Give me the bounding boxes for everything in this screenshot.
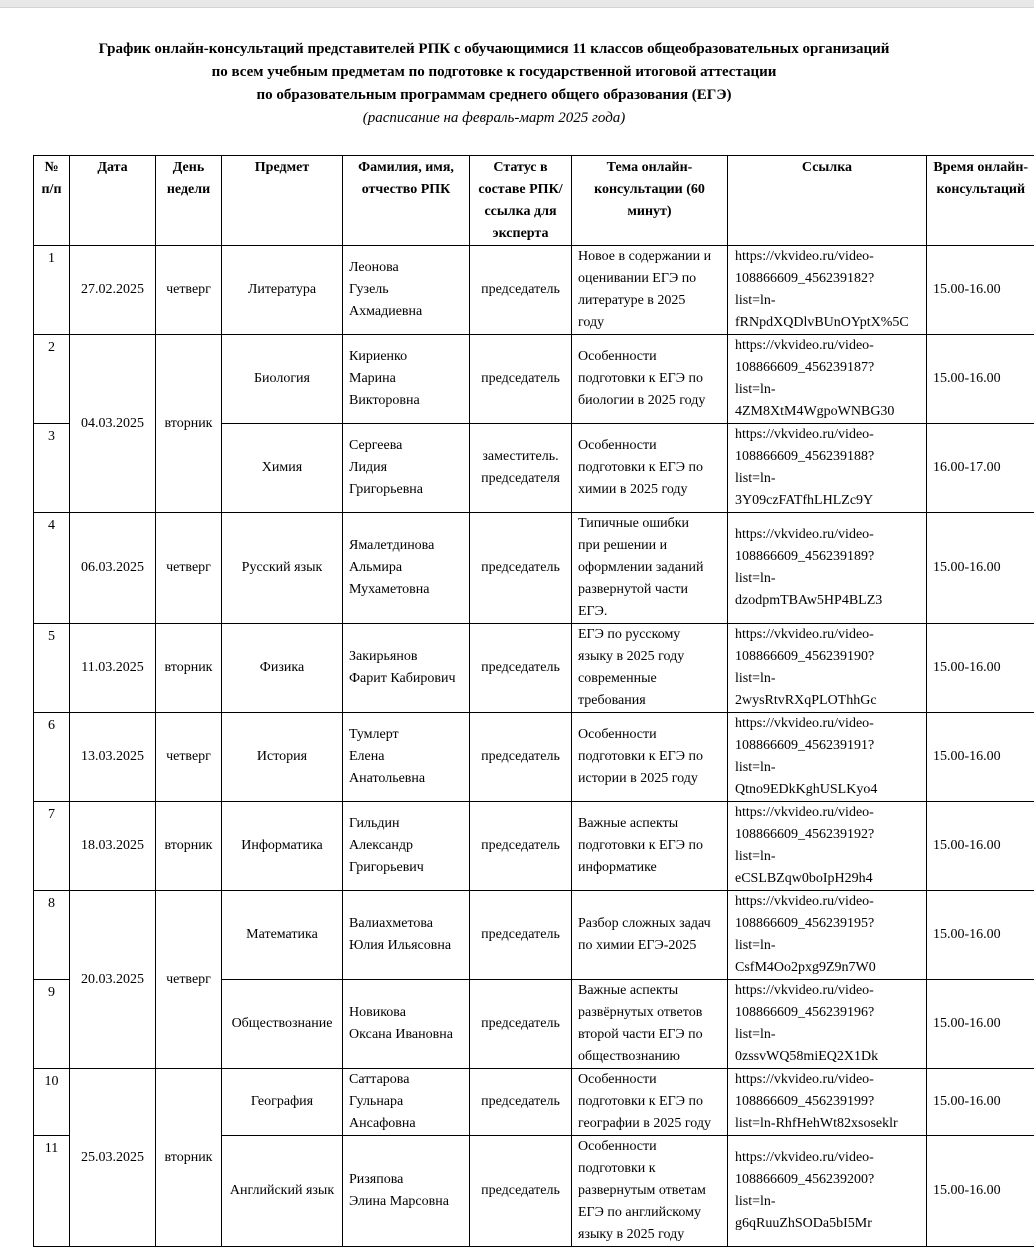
row-number-cell: 11 bbox=[34, 1136, 70, 1247]
cell-line: Особенности bbox=[578, 349, 657, 364]
link-cell[interactable] bbox=[728, 335, 927, 424]
status-cell: председатель bbox=[470, 802, 572, 891]
cell-line: https://vkvideo.ru/video- bbox=[735, 805, 874, 820]
link-cell[interactable] bbox=[728, 802, 927, 891]
cell-line: истории в 2025 году bbox=[578, 771, 698, 786]
time-cell: 15.00-16.00 bbox=[927, 624, 1034, 713]
subject-cell: Литература bbox=[222, 246, 343, 335]
header-link: Ссылка bbox=[728, 156, 927, 246]
cell-line: Викторовна bbox=[349, 393, 420, 408]
table-row bbox=[34, 713, 1034, 802]
cell-line: 2wysRtvRXqPLOThhGc bbox=[735, 693, 877, 708]
cell-line: языку в 2025 году bbox=[578, 649, 685, 664]
time-cell: 15.00-16.00 bbox=[927, 1069, 1034, 1136]
cell-line: https://vkvideo.ru/video- bbox=[735, 627, 874, 642]
topic-cell bbox=[572, 980, 728, 1069]
cell-line: Элина Марсовна bbox=[349, 1194, 449, 1209]
fio-cell bbox=[343, 246, 470, 335]
row-number-cell: 1 bbox=[34, 246, 70, 335]
time-cell: 15.00-16.00 bbox=[927, 246, 1034, 335]
cell-line: Ансафовна bbox=[349, 1116, 416, 1131]
status-cell: заместитель. председателя bbox=[470, 424, 572, 513]
cell-line: химии в 2025 году bbox=[578, 482, 688, 497]
cell-line: Закирьянов bbox=[349, 649, 418, 664]
table-row bbox=[34, 335, 1034, 424]
subtitle: (расписание на февраль-март 2025 года) bbox=[362, 110, 626, 126]
cell-line: https://vkvideo.ru/video- bbox=[735, 983, 874, 998]
time-cell: 15.00-16.00 bbox=[927, 335, 1034, 424]
cell-line: 3Y09czFATfhLHLZc9Y bbox=[735, 493, 874, 508]
topic-cell bbox=[572, 624, 728, 713]
date-cell: 18.03.2025 bbox=[70, 802, 156, 891]
schedule-body bbox=[34, 246, 1034, 1247]
cell-line: требования bbox=[578, 693, 646, 708]
fio-cell bbox=[343, 624, 470, 713]
fio-cell bbox=[343, 424, 470, 513]
cell-line: https://vkvideo.ru/video- bbox=[735, 527, 874, 542]
topic-cell bbox=[572, 802, 728, 891]
cell-line: Анатольевна bbox=[349, 771, 426, 786]
table-row bbox=[34, 246, 1034, 335]
cell-line: 108866609_456239191? bbox=[735, 738, 875, 753]
cell-line: ЕГЭ. bbox=[578, 604, 608, 619]
fio-cell bbox=[343, 802, 470, 891]
cell-line: list=ln- bbox=[735, 849, 776, 864]
cell-line: обществознанию bbox=[578, 1049, 680, 1064]
row-number-cell: 5 bbox=[34, 624, 70, 713]
cell-line: развернутым ответам bbox=[578, 1183, 706, 1198]
table-row bbox=[34, 802, 1034, 891]
title-line: График онлайн-консультаций представителей РПК с обучающимися 11 классов общеобразовательных организаций bbox=[98, 41, 890, 57]
fio-cell bbox=[343, 1136, 470, 1247]
row-number-cell: 8 bbox=[34, 891, 70, 980]
cell-line: Кириенко bbox=[349, 349, 408, 364]
title-line: по всем учебным предметам по подготовке к государственной итоговой аттестации bbox=[211, 64, 777, 80]
cell-line: 108866609_456239190? bbox=[735, 649, 875, 664]
cell-line: Юлия Ильясовна bbox=[349, 938, 452, 953]
cell-line: https://vkvideo.ru/video- bbox=[735, 338, 874, 353]
cell-line: Ямалетдинова bbox=[349, 538, 435, 553]
cell-line: list=ln- bbox=[735, 1194, 776, 1209]
subject-cell: Английский язык bbox=[222, 1136, 343, 1247]
cell-line: Александр bbox=[349, 838, 413, 853]
time-cell: 15.00-16.00 bbox=[927, 1136, 1034, 1247]
cell-line: Мухаметовна bbox=[349, 582, 430, 597]
row-number-cell: 6 bbox=[34, 713, 70, 802]
schedule-table bbox=[33, 155, 1034, 1247]
time-cell: 16.00-17.00 bbox=[927, 424, 1034, 513]
table-row bbox=[34, 513, 1034, 624]
weekday-cell: вторник bbox=[156, 624, 222, 713]
time-cell: 15.00-16.00 bbox=[927, 891, 1034, 980]
time-cell: 15.00-16.00 bbox=[927, 980, 1034, 1069]
weekday-cell: вторник bbox=[156, 802, 222, 891]
cell-line: Новое в содержании и bbox=[578, 249, 712, 264]
cell-line: Ризяпова bbox=[349, 1172, 404, 1187]
cell-line: dzodpmTBAw5HP4BLZ3 bbox=[735, 593, 883, 608]
topic-cell bbox=[572, 513, 728, 624]
cell-line: Гульнара bbox=[349, 1094, 404, 1109]
status-cell: председатель bbox=[470, 1136, 572, 1247]
link-cell[interactable] bbox=[728, 424, 927, 513]
cell-line: Саттарова bbox=[349, 1072, 410, 1087]
link-cell[interactable] bbox=[728, 891, 927, 980]
cell-line: list=ln- bbox=[735, 1027, 776, 1042]
fio-cell bbox=[343, 1069, 470, 1136]
status-cell: председатель bbox=[470, 624, 572, 713]
cell-line: g6qRuuZhSODa5bI5Mr bbox=[735, 1216, 872, 1231]
date-cell: 20.03.2025 bbox=[70, 891, 156, 1069]
cell-line: Ахмадиевна bbox=[349, 304, 423, 319]
subject-cell: Химия bbox=[222, 424, 343, 513]
cell-line: Марина bbox=[349, 371, 396, 386]
table-row bbox=[34, 1069, 1034, 1136]
cell-line: Григорьевна bbox=[349, 482, 424, 497]
topic-cell bbox=[572, 891, 728, 980]
cell-line: подготовки к bbox=[578, 1161, 656, 1176]
subject-cell: Физика bbox=[222, 624, 343, 713]
fio-cell bbox=[343, 891, 470, 980]
row-number-cell: 4 bbox=[34, 513, 70, 624]
cell-line: list=ln- bbox=[735, 471, 776, 486]
header-time: Время онлайн-консультаций bbox=[927, 156, 1034, 246]
cell-line: развернутой части bbox=[578, 582, 688, 597]
date-cell: 11.03.2025 bbox=[70, 624, 156, 713]
cell-line: подготовки к ЕГЭ по bbox=[578, 460, 703, 475]
cell-line: Елена bbox=[349, 749, 385, 764]
cell-line: Новикова bbox=[349, 1005, 406, 1020]
row-number-cell: 7 bbox=[34, 802, 70, 891]
cell-line: Альмира bbox=[349, 560, 403, 575]
weekday-cell: четверг bbox=[156, 713, 222, 802]
date-cell: 06.03.2025 bbox=[70, 513, 156, 624]
cell-line: Тумлерт bbox=[349, 727, 399, 742]
cell-line: по химии ЕГЭ-2025 bbox=[578, 938, 697, 953]
cell-line: list=ln- bbox=[735, 382, 776, 397]
cell-line: развёрнутых ответов bbox=[578, 1005, 703, 1020]
cell-line: биологии в 2025 году bbox=[578, 393, 706, 408]
cell-line: Разбор сложных задач bbox=[578, 916, 711, 931]
cell-line: подготовки к ЕГЭ по bbox=[578, 838, 703, 853]
cell-line: list=ln- bbox=[735, 571, 776, 586]
subject-cell: Информатика bbox=[222, 802, 343, 891]
row-number-cell: 2 bbox=[34, 335, 70, 424]
header-weekday: День недели bbox=[156, 156, 222, 246]
cell-line: eCSLBZqw0boIpH29h4 bbox=[735, 871, 873, 886]
cell-line: 108866609_456239192? bbox=[735, 827, 875, 842]
row-number-cell: 3 bbox=[34, 424, 70, 513]
topic-cell bbox=[572, 424, 728, 513]
link-cell[interactable] bbox=[728, 624, 927, 713]
cell-line: https://vkvideo.ru/video- bbox=[735, 427, 874, 442]
status-cell: председатель bbox=[470, 713, 572, 802]
row-number-cell: 10 bbox=[34, 1069, 70, 1136]
header-status: Статус в составе РПК/ ссылка для эксперта bbox=[470, 156, 572, 246]
cell-line: 108866609_456239187? bbox=[735, 360, 875, 375]
cell-line: Сергеева bbox=[349, 438, 403, 453]
header-topic: Тема онлайн-консультации (60 минут) bbox=[572, 156, 728, 246]
cell-line: 108866609_456239195? bbox=[735, 916, 875, 931]
cell-line: list=ln- bbox=[735, 671, 776, 686]
window-top-bar bbox=[0, 0, 1034, 8]
cell-line: информатике bbox=[578, 860, 657, 875]
cell-line: 108866609_456239189? bbox=[735, 549, 875, 564]
cell-line: 108866609_456239199? bbox=[735, 1094, 875, 1109]
cell-line: 108866609_456239200? bbox=[735, 1172, 875, 1187]
cell-line: языку в 2025 году bbox=[578, 1227, 685, 1242]
cell-line: list=ln-RhfHehWt82xsoseklr bbox=[735, 1116, 898, 1131]
header-subject: Предмет bbox=[222, 156, 343, 246]
fio-cell bbox=[343, 713, 470, 802]
cell-line: оценивании ЕГЭ по bbox=[578, 271, 697, 286]
cell-line: Особенности bbox=[578, 1072, 657, 1087]
cell-line: географии в 2025 году bbox=[578, 1116, 712, 1131]
time-cell: 15.00-16.00 bbox=[927, 513, 1034, 624]
time-cell: 15.00-16.00 bbox=[927, 713, 1034, 802]
date-cell: 27.02.2025 bbox=[70, 246, 156, 335]
cell-line: году bbox=[578, 315, 605, 330]
cell-line: fRNpdXQDlvBUnOYptX%5C bbox=[735, 315, 909, 330]
cell-line: Гузель bbox=[349, 282, 389, 297]
link-cell[interactable] bbox=[728, 980, 927, 1069]
cell-line: list=ln- bbox=[735, 293, 776, 308]
topic-cell bbox=[572, 335, 728, 424]
cell-line: https://vkvideo.ru/video- bbox=[735, 716, 874, 731]
topic-cell bbox=[572, 1136, 728, 1247]
cell-line: list=ln- bbox=[735, 760, 776, 775]
title-line: по образовательным программам среднего общего образования (ЕГЭ) bbox=[256, 87, 732, 103]
cell-line: подготовки к ЕГЭ по bbox=[578, 371, 703, 386]
cell-line: 108866609_456239196? bbox=[735, 1005, 875, 1020]
cell-line: 0zssvWQ58miEQ2X1Dk bbox=[735, 1049, 879, 1064]
weekday-cell: четверг bbox=[156, 246, 222, 335]
cell-line: CsfM4Oo2pxg9Z9n7W0 bbox=[735, 960, 876, 975]
fio-cell bbox=[343, 980, 470, 1069]
cell-line: Особенности bbox=[578, 1139, 657, 1154]
document-heading bbox=[0, 38, 988, 130]
subject-cell: История bbox=[222, 713, 343, 802]
row-number-cell: 9 bbox=[34, 980, 70, 1069]
weekday-cell: четверг bbox=[156, 891, 222, 1069]
topic-cell bbox=[572, 246, 728, 335]
cell-line: 108866609_456239182? bbox=[735, 271, 875, 286]
subject-cell: Русский язык bbox=[222, 513, 343, 624]
cell-line: подготовки к ЕГЭ по bbox=[578, 1094, 703, 1109]
status-cell: председатель bbox=[470, 891, 572, 980]
cell-line: Важные аспекты bbox=[578, 983, 679, 998]
cell-line: Qtno9EDkKghUSLKyo4 bbox=[735, 782, 878, 797]
cell-line: Леонова bbox=[349, 260, 399, 275]
date-cell: 25.03.2025 bbox=[70, 1069, 156, 1247]
cell-line: Типичные ошибки bbox=[578, 516, 690, 531]
subject-cell: Обществознание bbox=[222, 980, 343, 1069]
table-row bbox=[34, 624, 1034, 713]
cell-line: https://vkvideo.ru/video- bbox=[735, 249, 874, 264]
header-row bbox=[34, 156, 1034, 246]
cell-line: Оксана Ивановна bbox=[349, 1027, 453, 1042]
cell-line: list=ln- bbox=[735, 938, 776, 953]
link-cell[interactable] bbox=[728, 513, 927, 624]
cell-line: второй части ЕГЭ по bbox=[578, 1027, 703, 1042]
subject-cell: География bbox=[222, 1069, 343, 1136]
topic-cell bbox=[572, 1069, 728, 1136]
cell-line: литературе в 2025 bbox=[578, 293, 686, 308]
status-cell: председатель bbox=[470, 335, 572, 424]
subject-cell: Математика bbox=[222, 891, 343, 980]
topic-cell bbox=[572, 713, 728, 802]
link-cell[interactable] bbox=[728, 1136, 927, 1247]
date-cell: 04.03.2025 bbox=[70, 335, 156, 513]
cell-line: https://vkvideo.ru/video- bbox=[735, 894, 874, 909]
weekday-cell: вторник bbox=[156, 335, 222, 513]
cell-line: подготовки к ЕГЭ по bbox=[578, 749, 703, 764]
cell-line: ЕГЭ по английскому bbox=[578, 1205, 701, 1220]
time-cell: 15.00-16.00 bbox=[927, 802, 1034, 891]
cell-line: Особенности bbox=[578, 727, 657, 742]
weekday-cell: четверг bbox=[156, 513, 222, 624]
cell-line: при решении и bbox=[578, 538, 668, 553]
cell-line: 108866609_456239188? bbox=[735, 449, 875, 464]
subject-cell: Биология bbox=[222, 335, 343, 424]
link-cell[interactable] bbox=[728, 1069, 927, 1136]
fio-cell bbox=[343, 335, 470, 424]
link-cell[interactable] bbox=[728, 713, 927, 802]
cell-line: 4ZM8XtM4WgpoWNBG30 bbox=[735, 404, 895, 419]
cell-line: оформлении заданий bbox=[578, 560, 704, 575]
header-num: № п/п bbox=[34, 156, 70, 246]
status-cell: председатель bbox=[470, 1069, 572, 1136]
cell-line: Особенности bbox=[578, 438, 657, 453]
weekday-cell: вторник bbox=[156, 1069, 222, 1247]
cell-line: ЕГЭ по русскому bbox=[578, 627, 681, 642]
link-cell[interactable] bbox=[728, 246, 927, 335]
table-row bbox=[34, 891, 1034, 980]
cell-line: современные bbox=[578, 671, 657, 686]
status-cell: председатель bbox=[470, 513, 572, 624]
header-fio: Фамилия, имя, отчество РПК bbox=[343, 156, 470, 246]
date-cell: 13.03.2025 bbox=[70, 713, 156, 802]
status-cell: председатель bbox=[470, 980, 572, 1069]
status-cell: председатель bbox=[470, 246, 572, 335]
cell-line: Важные аспекты bbox=[578, 816, 679, 831]
cell-line: Григорьевич bbox=[349, 860, 424, 875]
fio-cell bbox=[343, 513, 470, 624]
header-date: Дата bbox=[70, 156, 156, 246]
cell-line: https://vkvideo.ru/video- bbox=[735, 1072, 874, 1087]
cell-line: Лидия bbox=[349, 460, 388, 475]
cell-line: https://vkvideo.ru/video- bbox=[735, 1150, 874, 1165]
cell-line: Валиахметова bbox=[349, 916, 434, 931]
cell-line: Фарит Кабирович bbox=[349, 671, 456, 686]
cell-line: Гильдин bbox=[349, 816, 400, 831]
